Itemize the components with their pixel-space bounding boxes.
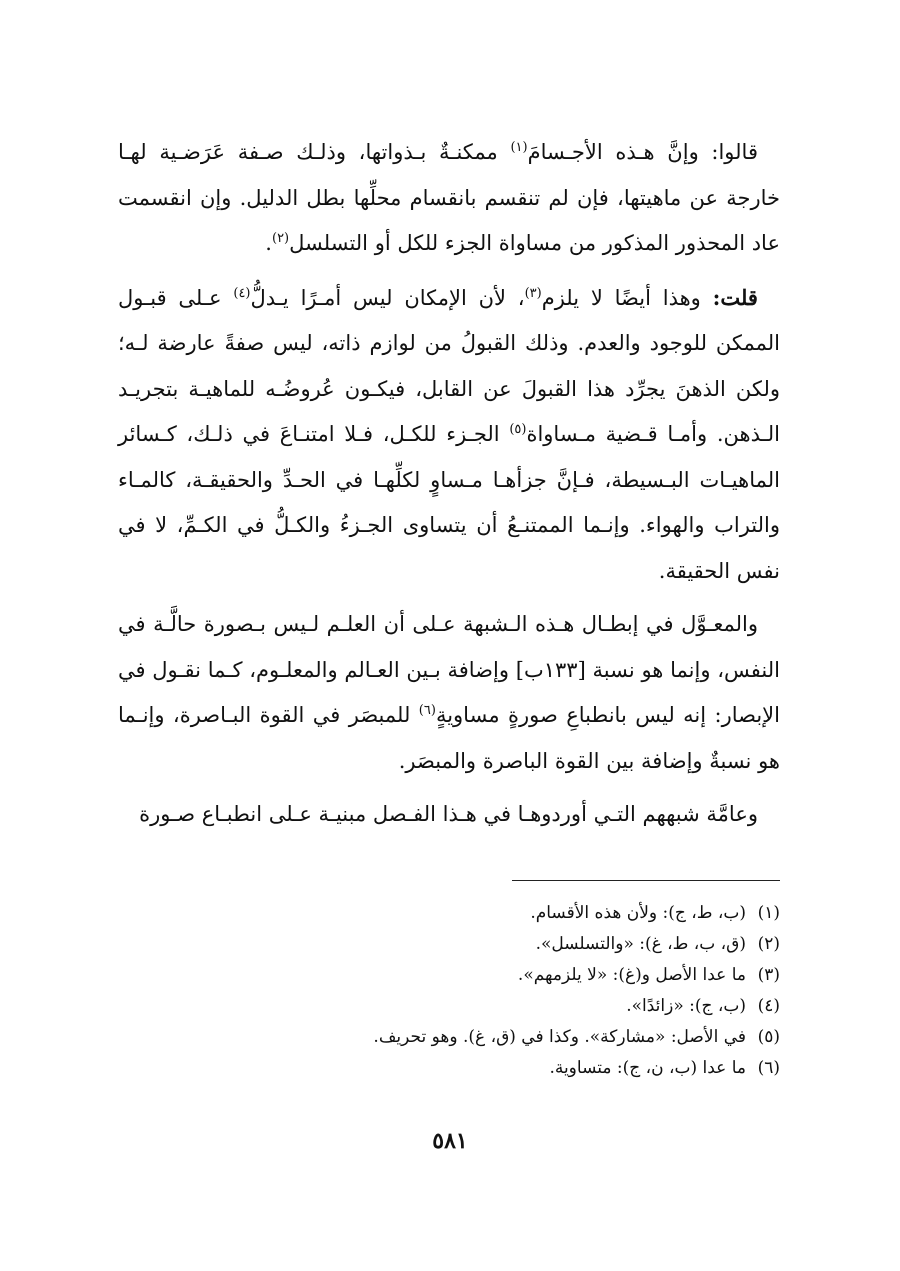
footnote-item [200, 929, 780, 960]
footnote-number: (٢) [757, 934, 780, 954]
footnote-number: (٣) [757, 965, 780, 985]
footnote-separator [512, 880, 780, 881]
paragraph-3-text-1: والمعـوَّل في إبطـال هـذه الـشبهة عـلى أن العلـم لـيس بـصورة حالَّـة في النفس، وإنما هو نسبة [١٣٣ب] وإضافة بـين العـالم والمعلـوم، كـما نقـول في الإبصار: إنه ليس بانطباعِ صورةٍ مساويةٍ [118, 612, 780, 727]
paragraph-2 [118, 275, 780, 595]
footnote-text: (ق، ب، ط، غ): «والتسلسل». [535, 934, 746, 954]
footnote-ref-2: (٢) [271, 231, 290, 246]
footnote-text: (ب، ط، ج): ولأن هذه الأقسام. [530, 903, 746, 923]
footnote-text: في الأصل: «مشاركة». وكذا في (ق، غ). وهو تحريف. [373, 1027, 746, 1047]
footnote-text: (ب، ج): «زائدًا». [626, 996, 746, 1016]
paragraph-1-text-3: . [265, 231, 272, 255]
footnote-text: ما عدا (ب، ن، ج): متساوية. [549, 1058, 746, 1078]
footnote-ref-4: (٤) [233, 285, 251, 301]
footnote-number: (٥) [757, 1027, 780, 1047]
paragraph-2-text-4: الجـزء للكـل، فـلا امتنـاعَ في ذلـك، كـسائر الماهيـات البـسيطة، فـإنَّ جزأهـا مـساوٍ لكلِّهـا في الحـدِّ والحقيقـة، كالمـاء والتراب والهواء. وإنـما الممتنـعُ أن يتساوى الجـزءُ والكـلُّ في الكـمِّ، لا في نفس الحقيقة. [118, 422, 780, 583]
paragraph-4 [118, 792, 780, 838]
footnotes-list [200, 898, 780, 1084]
paragraph-2-lead: قلت: [712, 284, 758, 310]
footnote-item [200, 991, 780, 1022]
footnote-number: (١) [757, 903, 780, 923]
footnote-item [200, 898, 780, 929]
footnote-text: ما عدا الأصل و(غ): «لا يلزمهم». [517, 965, 746, 985]
paragraph-2-text-2: ، لأن الإمكان ليس أمـرًا يـدلُّ [250, 285, 525, 310]
paragraph-1-text-2: ممكنـةٌ بـذواتها، وذلـك صـفة عَرَضـية لهـا خارجة عن ماهيتها، فإن لم تنقسم بانقسام محلِّها بطل الدليل. وإن انقسمت عاد المحذور المذكور من مساواة الجزء للكل أو التسلسل [118, 140, 780, 255]
footnote-item [200, 1053, 780, 1084]
footnote-ref-3: (٣) [524, 285, 542, 301]
paragraph-4-text-1: وعامَّة شبههم التـي أوردوهـا في هـذا الفـصل مبنيـة عـلى انطبـاع صـورة [139, 802, 758, 826]
paragraph-1-text-1: قالوا: وإنَّ هـذه الأجـسامَ [527, 140, 758, 164]
footnote-item [200, 960, 780, 991]
main-text [118, 130, 780, 846]
paragraph-3-text-2: للمبصَر في القوة البـاصرة، وإنـما هو نسبةٌ وإضافة بين القوة الباصرة والمبصَر. [118, 703, 780, 773]
footnote-ref-1: (١) [510, 140, 528, 155]
paragraph-2-text-1: وهذا أيضًا لا يلزم [541, 285, 713, 310]
footnote-item [200, 1022, 780, 1053]
page-number: ٥٨١ [432, 1128, 468, 1154]
footnote-number: (٦) [757, 1058, 780, 1078]
footnote-ref-5: (٥) [509, 422, 527, 437]
paragraph-1 [118, 130, 780, 267]
paragraph-3 [118, 602, 780, 784]
footnote-number: (٤) [757, 996, 780, 1016]
footnote-ref-6: (٦) [418, 703, 436, 718]
paragraph-2-text-3: عـلى قبـول الممكن للوجود والعدم. وذلك القبولُ من لوازم ذاته، ليس صفةً عارضة لـه؛ ولكن الذهنَ يجرِّد هذا القبولَ عن القابل، فيكـون عُروضُـه للماهيـة بتجريـد الـذهن. وأمـا قـضية مـساواة [118, 285, 780, 446]
